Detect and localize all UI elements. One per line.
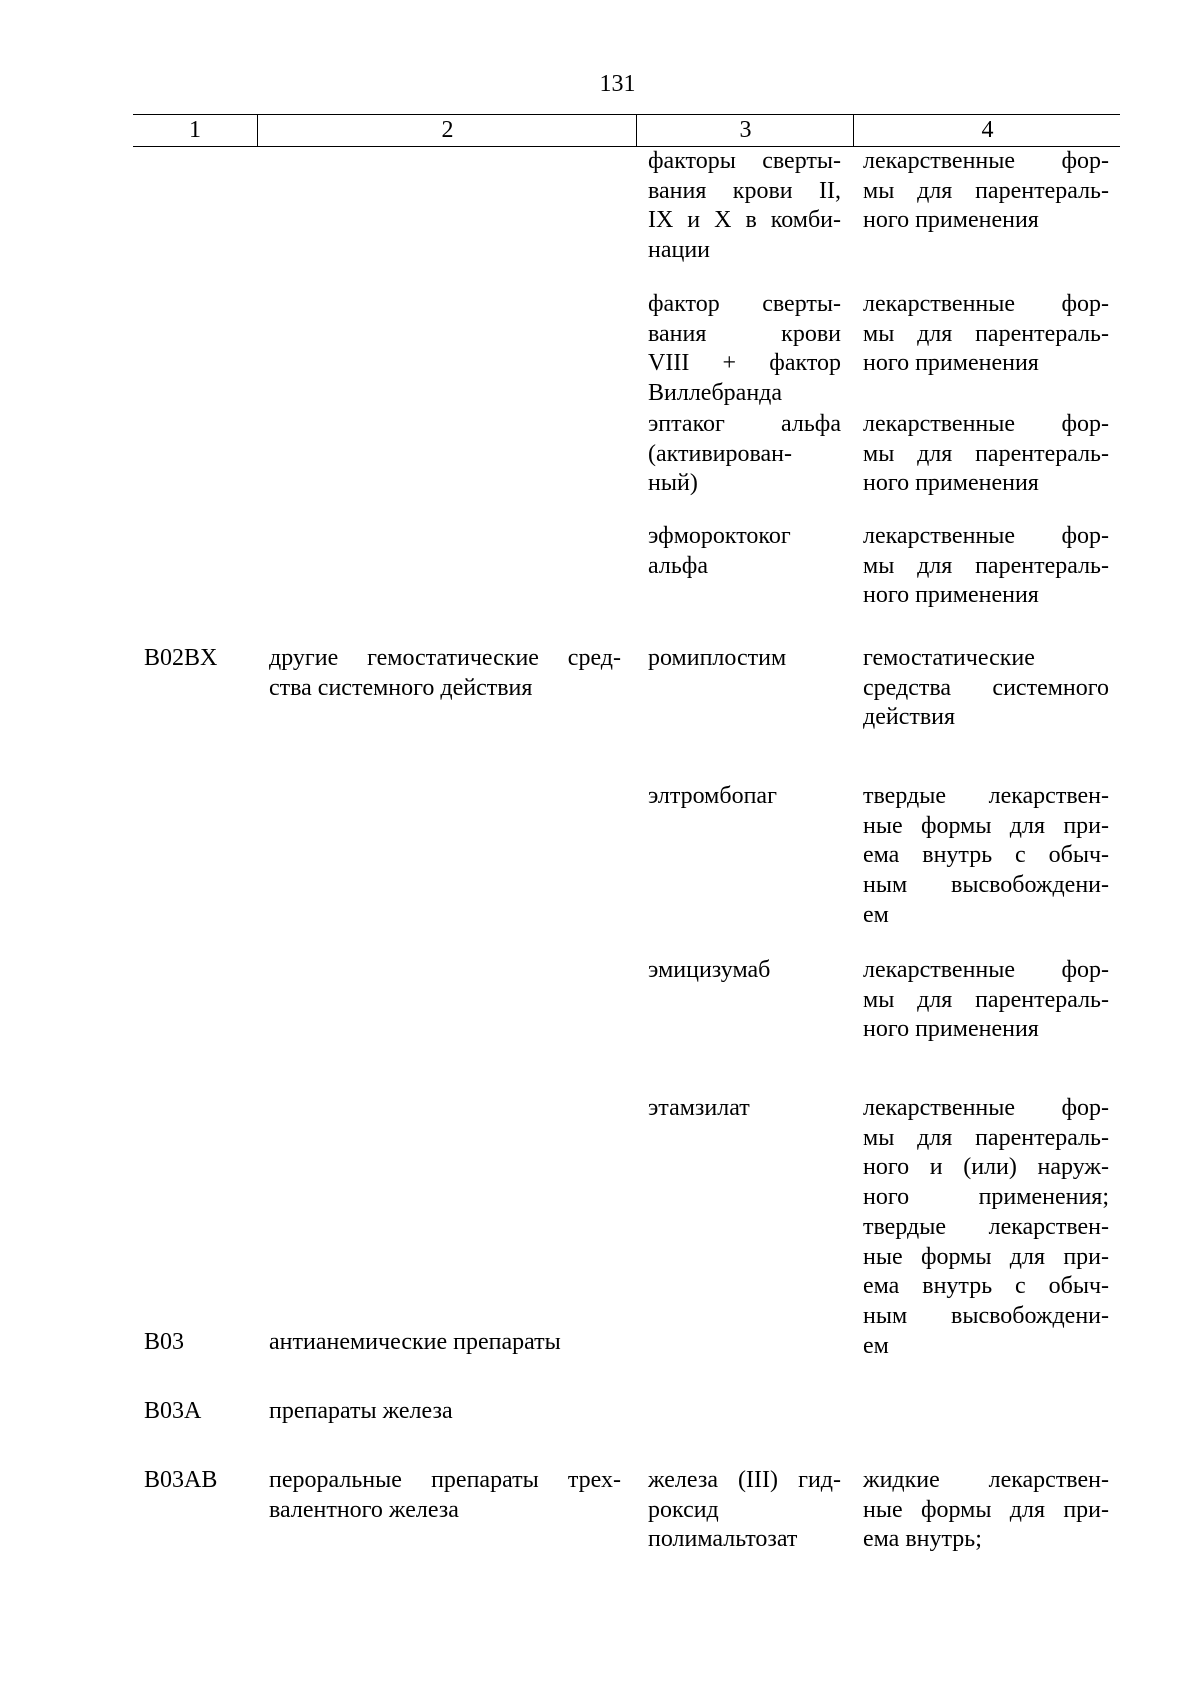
header-col-3: 3: [636, 115, 854, 146]
drug-name: [648, 782, 841, 812]
drug-name-line: ный): [648, 470, 698, 497]
drug-name-line: VIII + фактор: [648, 350, 841, 377]
dosage-form: [863, 147, 1109, 236]
drug-name: [648, 410, 841, 499]
drug-name: [648, 147, 841, 266]
dosage-form-line: ного и (или) наруж-: [863, 1154, 1109, 1181]
drug-name-line: эмицизумаб: [648, 957, 771, 983]
atc-group-name: [269, 1397, 621, 1427]
drug-name: [648, 1094, 841, 1124]
dosage-form-line: ные формы для при-: [863, 812, 1109, 839]
dosage-form-line: ем: [863, 901, 889, 928]
dosage-form: [863, 1466, 1109, 1555]
drug-name-line: эфмороктоког: [648, 523, 791, 549]
drug-name-line: (активирован-: [648, 440, 792, 467]
dosage-form-line: лекарственные фор-: [863, 523, 1109, 549]
header-col-4: 4: [853, 115, 1121, 146]
atc-group-name-line: валентного железа: [269, 1496, 459, 1523]
dosage-form-line: гемостатические: [863, 645, 1035, 671]
drug-name: [648, 1466, 841, 1555]
dosage-form-line: лекарственные фор-: [863, 291, 1109, 317]
atc-group-name-line: антианемические препараты: [269, 1329, 561, 1355]
atc-code: B03A: [144, 1398, 202, 1424]
dosage-form-line: мы для парентераль-: [863, 1124, 1109, 1151]
dosage-form-line: мы для парентераль-: [863, 177, 1109, 204]
drug-name-line: факторы сверты-: [648, 148, 841, 174]
dosage-form-line: ема внутрь с обыч-: [863, 1273, 1109, 1300]
dosage-form-line: мы для парентераль-: [863, 552, 1109, 579]
drug-name-line: элтромбопаг: [648, 783, 777, 809]
drug-name-line: железа (III) гид-: [648, 1467, 841, 1493]
page-number: 131: [599, 71, 636, 97]
drug-name: [648, 956, 841, 986]
dosage-form-line: твердые лекарствен-: [863, 783, 1109, 809]
drug-name-line: вания крови II,: [648, 177, 841, 204]
dosage-form-line: ные формы для при-: [863, 1243, 1109, 1270]
dosage-form-line: мы для парентераль-: [863, 320, 1109, 347]
drug-name-line: Виллебранда: [648, 380, 783, 407]
drug-name-line: ромиплостим: [648, 645, 787, 671]
dosage-form: [863, 956, 1109, 1045]
drug-name-line: эптаког альфа: [648, 411, 841, 437]
dosage-form-line: ного применения: [863, 350, 1039, 377]
dosage-form-line: ем: [863, 1332, 889, 1359]
atc-group-name-line: препараты железа: [269, 1398, 453, 1424]
dosage-form-line: лекарственные фор-: [863, 957, 1109, 983]
dosage-form-line: ема внутрь с обыч-: [863, 842, 1109, 869]
atc-group-name: [269, 1328, 621, 1358]
atc-group-name: [269, 644, 621, 703]
dosage-form-line: ема внутрь;: [863, 1526, 982, 1553]
drug-name-line: фактор сверты-: [648, 291, 841, 317]
dosage-form-line: мы для парентераль-: [863, 440, 1109, 467]
dosage-form: [863, 410, 1109, 499]
dosage-form: [863, 290, 1109, 379]
dosage-form-line: ного применения: [863, 582, 1039, 609]
dosage-form-line: лекарственные фор-: [863, 411, 1109, 437]
table-header-row: [133, 114, 1120, 147]
atc-group-name-line: ства системного действия: [269, 674, 533, 701]
drug-name-line: нации: [648, 237, 711, 264]
dosage-form-line: ного применения: [863, 1016, 1039, 1043]
atc-group-name-line: пероральные препараты трех-: [269, 1467, 621, 1493]
drug-name-line: этамзилат: [648, 1095, 750, 1121]
dosage-form-line: действия: [863, 704, 956, 731]
atc-code: B02BX: [144, 645, 218, 671]
header-col-1: 1: [189, 117, 201, 143]
drug-name: [648, 522, 841, 581]
dosage-form-line: ного применения;: [863, 1184, 1109, 1211]
dosage-form-line: средства системного: [863, 674, 1109, 701]
atc-group-name: [269, 1466, 621, 1525]
drug-name-line: роксид: [648, 1496, 719, 1523]
drug-name-line: альфа: [648, 552, 708, 579]
dosage-form-line: ные формы для при-: [863, 1496, 1109, 1523]
drug-name: [648, 644, 841, 674]
dosage-form-line: лекарственные фор-: [863, 148, 1109, 174]
dosage-form-line: ным высвобождени-: [863, 872, 1109, 899]
dosage-form: [863, 782, 1109, 931]
dosage-form-line: мы для парентераль-: [863, 986, 1109, 1013]
dosage-form: [863, 644, 1109, 733]
header-col-2: 2: [257, 115, 637, 146]
dosage-form-line: ного применения: [863, 207, 1039, 234]
drug-name-line: IX и X в комби-: [648, 207, 841, 234]
drug-name-line: вания крови: [648, 320, 841, 347]
drug-name-line: полимальтозат: [648, 1526, 798, 1553]
dosage-form-line: ным высвобождени-: [863, 1302, 1109, 1329]
dosage-form-line: лекарственные фор-: [863, 1095, 1109, 1121]
dosage-form-line: жидкие лекарствен-: [863, 1467, 1109, 1493]
dosage-form-line: твердые лекарствен-: [863, 1213, 1109, 1240]
atc-code: B03AB: [144, 1467, 218, 1493]
atc-group-name-line: другие гемостатические сред-: [269, 645, 621, 671]
atc-code: B03: [144, 1329, 185, 1355]
dosage-form: [863, 522, 1109, 611]
dosage-form-line: ного применения: [863, 470, 1039, 497]
dosage-form: [863, 1094, 1109, 1361]
drug-name: [648, 290, 841, 409]
